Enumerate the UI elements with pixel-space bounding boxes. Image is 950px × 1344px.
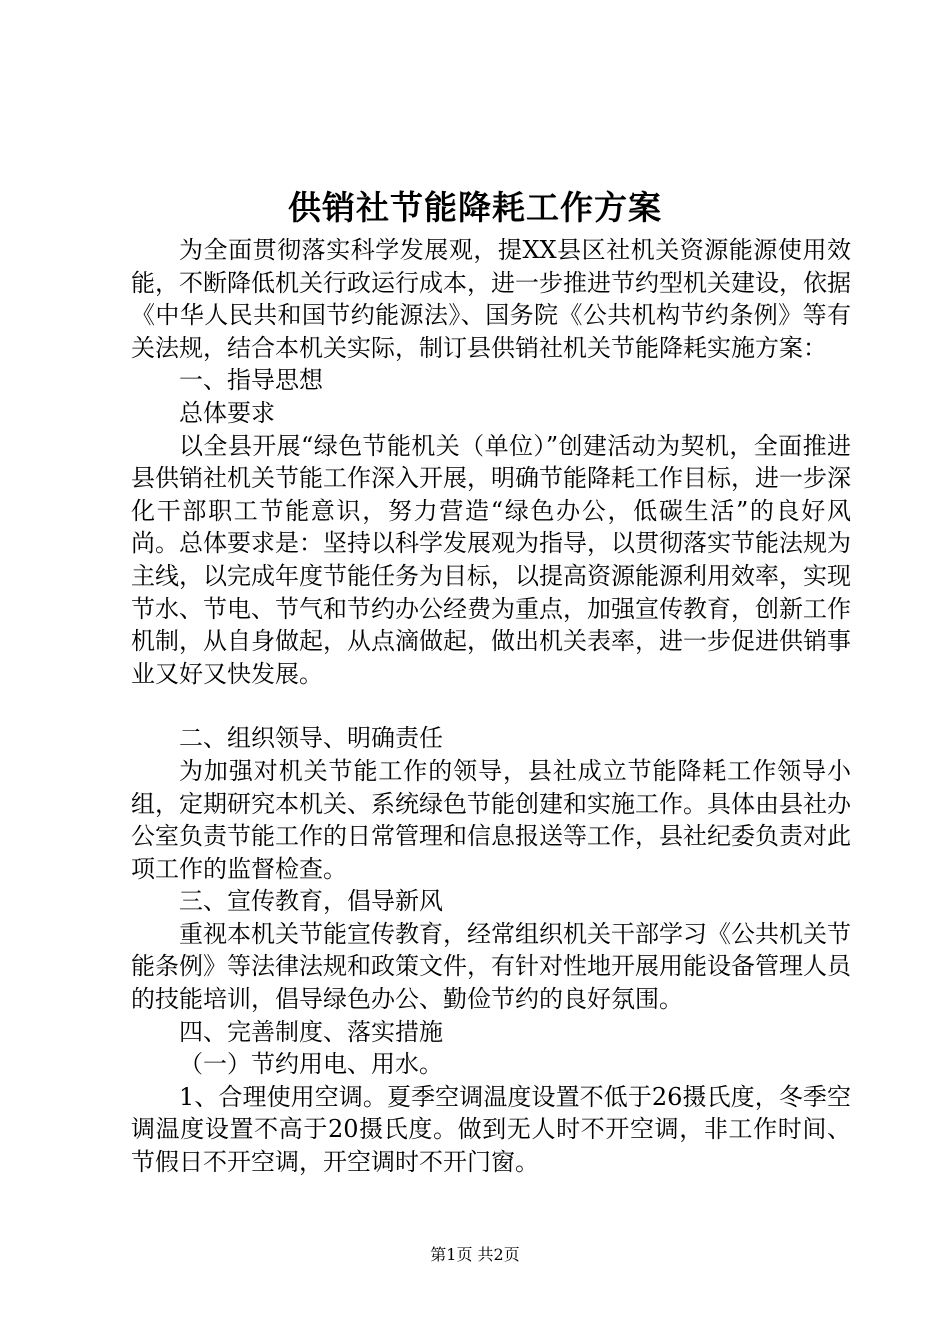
document-body [131, 234, 851, 1179]
subheading-overall-requirements: 总体要求 [179, 398, 275, 427]
intro-paragraph: 为全面贯彻落实科学发展观，提XX县区社机关资源能源使用效能，不断降低机关行政运行成本，进一步推进节约型机关建设，依据《中华人民共和国节约能源法》、国务院《公共机构节约条例》等有关法规，结合本机关实际，制订县供销社机关节能降耗实施方案： [131, 236, 851, 362]
section-heading-measures: 四、完善制度、落实措施 [179, 1017, 443, 1046]
air-conditioning-paragraph: 1、合理使用空调。夏季空调温度设置不低于26摄氏度，冬季空调温度设置不高于20摄氏度。做到无人时不开空调，非工作时间、节假日不开空调，开空调时不开门窗。 [131, 1082, 851, 1177]
page-footer: 第1页 共2页 [430, 1245, 520, 1264]
overall-requirements-paragraph: 以全县开展“绿色节能机关（单位）”创建活动为契机，全面推进县供销社机关节能工作深入开展，明确节能降耗工作目标，进一步深化干部职工节能意识，努力营造“绿色办公，低碳生活”的良好风尚。总体要求是：坚持以科学发展观为指导，以贯彻落实节能法规为主线，以完成年度节能任务为目标，以提高资源能源利用效率，实现节水、节电、节气和节约办公经费为重点，加强宣传教育，创新工作机制，从自身做起，从点滴做起，做出机关表率，进一步促进供销事业又好又快发展。 [131, 431, 851, 688]
publicity-paragraph: 重视本机关节能宣传教育，经常组织机关干部学习《公共机关节能条例》等法律法规和政策文件，有针对性地开展用能设备管理人员的技能培训，倡导绿色办公、勤俭节约的良好氛围。 [131, 919, 851, 1014]
section-heading-organization: 二、组织领导、明确责任 [179, 724, 443, 753]
subheading-save-power-water: （一）节约用电、用水。 [179, 1050, 443, 1079]
document-title: 供销社节能降耗工作方案 [288, 188, 662, 227]
section-heading-publicity: 三、宣传教育，倡导新风 [179, 887, 443, 916]
section-heading-guiding-ideology: 一、指导思想 [179, 366, 323, 395]
organization-paragraph: 为加强对机关节能工作的领导，县社成立节能降耗工作领导小组，定期研究本机关、系统绿色节能创建和实施工作。具体由县社办公室负责节能工作的日常管理和信息报送等工作，县社纪委负责对此项工作的监督检查。 [131, 756, 851, 883]
